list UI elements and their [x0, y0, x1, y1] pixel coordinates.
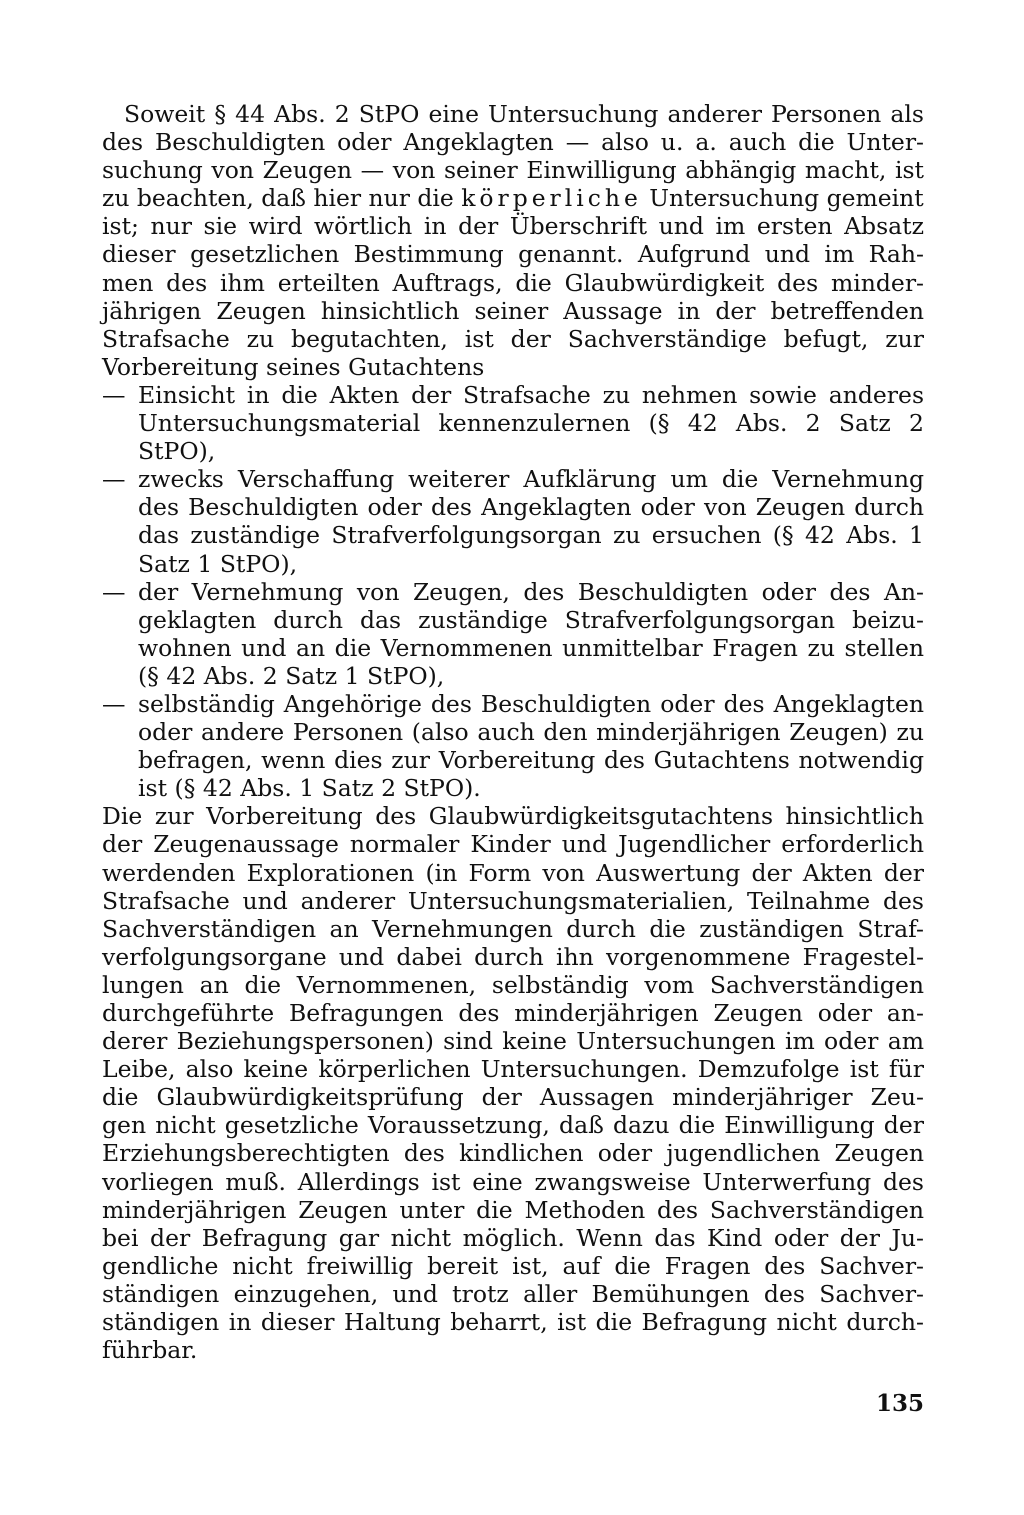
text-line: minderjährigen Zeugen unter die Methoden des Sachverständigen: [102, 1195, 924, 1224]
list-text: Satz 1 StPO),: [138, 549, 298, 578]
paragraph-1: [102, 100, 924, 381]
dash-marker: —: [102, 689, 126, 718]
text-line: ständigen einzugehen, und trotz aller Bemühungen des Sachver-: [102, 1279, 924, 1308]
list-item: [102, 578, 924, 690]
list-text: StPO),: [138, 437, 216, 466]
text-segment: Untersuchung gemeint: [641, 184, 924, 213]
text-line: Strafsache und anderer Untersuchungsmaterialien, Teilnahme des: [102, 886, 924, 915]
list-line: [102, 662, 924, 690]
list-text: wohnen und an die Vernommenen unmittelbar Fragen zu stellen: [138, 633, 924, 662]
text-line: durchgeführte Befragungen des minderjährigen Zeugen oder an-: [102, 999, 924, 1027]
list-text: befragen, wenn dies zur Vorbereitung des Gutachtens notwendig: [138, 746, 924, 775]
text-line: [102, 184, 922, 212]
list-line: [102, 606, 924, 634]
list-text: (§ 42 Abs. 2 Satz 1 StPO),: [138, 661, 445, 690]
paragraph-2: [102, 802, 924, 1364]
text-line: des Beschuldigten oder Angeklagten — also u. a. auch die Unter-: [102, 128, 924, 157]
dash-marker: —: [102, 577, 126, 606]
text-line: Strafsache zu begutachten, ist der Sachverständige befugt, zur: [102, 324, 924, 353]
text-line: führbar.: [102, 1336, 198, 1365]
list-text: zwecks Verschaffung weiterer Aufklärung um die Vernehmung: [138, 465, 924, 494]
text-line: gendliche nicht freiwillig bereit ist, auf die Fragen des Sachver-: [102, 1251, 924, 1280]
text-line: gen nicht gesetzliche Voraussetzung, daß dazu die Einwilligung der: [102, 1111, 924, 1140]
text-line: jährigen Zeugen hinsichtlich seiner Aussage in der betreffenden: [102, 296, 924, 325]
text-line: werdenden Explorationen (in Form von Auswertung der Akten der: [102, 858, 924, 887]
list-line: [102, 690, 924, 718]
text-line: ständigen in dieser Haltung beharrt, ist die Befragung nicht durch-: [102, 1308, 924, 1337]
page-number: 135: [876, 1390, 925, 1417]
list-line: [102, 437, 924, 465]
text-line: Vorbereitung seines Gutachtens: [102, 352, 485, 381]
list-line: [102, 746, 924, 774]
list-line: [102, 634, 924, 662]
body-text: [102, 100, 924, 1364]
list-line: [102, 381, 924, 409]
list-line: [102, 550, 924, 578]
text-line: suchung von Zeugen — von seiner Einwilligung abhängig macht, ist: [102, 156, 924, 185]
text-line: Erziehungsberechtigten des kindlichen oder jugendlichen Zeugen: [102, 1139, 924, 1168]
text-line: dieser gesetzlichen Bestimmung genannt. Aufgrund und im Rah-: [102, 240, 924, 269]
text-line: ist; nur sie wird wörtlich in der Überschrift und im ersten Absatz: [102, 212, 924, 241]
list-text: des Beschuldigten oder des Angeklagten oder von Zeugen durch: [138, 493, 924, 522]
list-item: [102, 690, 924, 802]
text-line: Die zur Vorbereitung des Glaubwürdigkeitsgutachtens hinsichtlich: [102, 802, 924, 831]
list-line: [102, 521, 924, 549]
list-text: oder andere Personen (also auch den minderjährigen Zeugen) zu: [138, 718, 924, 747]
list-line: [102, 409, 924, 437]
list-text: Untersuchungsmaterial kennenzulernen (§ 42 Abs. 2 Satz 2: [138, 409, 924, 438]
list-line: [102, 578, 924, 606]
text-line: Leibe, also keine körperlichen Untersuchungen. Demzufolge ist für: [102, 1055, 924, 1084]
text-line: Soweit § 44 Abs. 2 StPO eine Untersuchung anderer Personen als: [124, 100, 924, 128]
text-line: verfolgungsorgane und dabei durch ihn vorgenommene Fragestel-: [102, 942, 924, 971]
dash-list: [102, 381, 924, 802]
list-text: geklagten durch das zuständige Strafverfolgungsorgan beizu-: [138, 605, 924, 634]
list-text: ist (§ 42 Abs. 1 Satz 2 StPO).: [138, 774, 481, 803]
list-line: [102, 493, 924, 521]
list-item: [102, 381, 924, 465]
list-line: [102, 774, 924, 802]
dash-marker: —: [102, 380, 126, 409]
list-line: [102, 718, 924, 746]
text-line: vorliegen muß. Allerdings ist eine zwangsweise Unterwerfung des: [102, 1167, 924, 1196]
text-line: Sachverständigen an Vernehmungen durch die zuständigen Straf-: [102, 914, 924, 943]
text-segment: zu beachten, daß hier nur die: [102, 184, 462, 213]
list-text: selbständig Angehörige des Beschuldigten oder des Angeklagten: [138, 689, 924, 718]
list-text: der Vernehmung von Zeugen, des Beschuldigten oder des An-: [138, 577, 924, 606]
text-line: men des ihm erteilten Auftrags, die Glaubwürdigkeit des minder-: [102, 268, 924, 297]
text-line: bei der Befragung gar nicht möglich. Wenn das Kind oder der Ju-: [102, 1223, 924, 1252]
dash-marker: —: [102, 465, 126, 494]
list-item: [102, 465, 924, 577]
list-text: das zuständige Strafverfolgungsorgan zu ersuchen (§ 42 Abs. 1: [138, 521, 924, 550]
text-line: lungen an die Vernommenen, selbständig vom Sachverständigen: [102, 970, 924, 999]
list-text: Einsicht in die Akten der Strafsache zu nehmen sowie anderes: [138, 380, 924, 409]
emphasis-spaced: körperliche: [461, 184, 642, 213]
text-line: die Glaubwürdigkeitsprüfung der Aussagen minderjähriger Zeu-: [102, 1083, 924, 1112]
list-line: [102, 465, 924, 493]
text-line: der Zeugenaussage normaler Kinder und Jugendlicher erforderlich: [102, 830, 924, 859]
text-line: derer Beziehungspersonen) sind keine Untersuchungen im oder am: [102, 1027, 924, 1056]
